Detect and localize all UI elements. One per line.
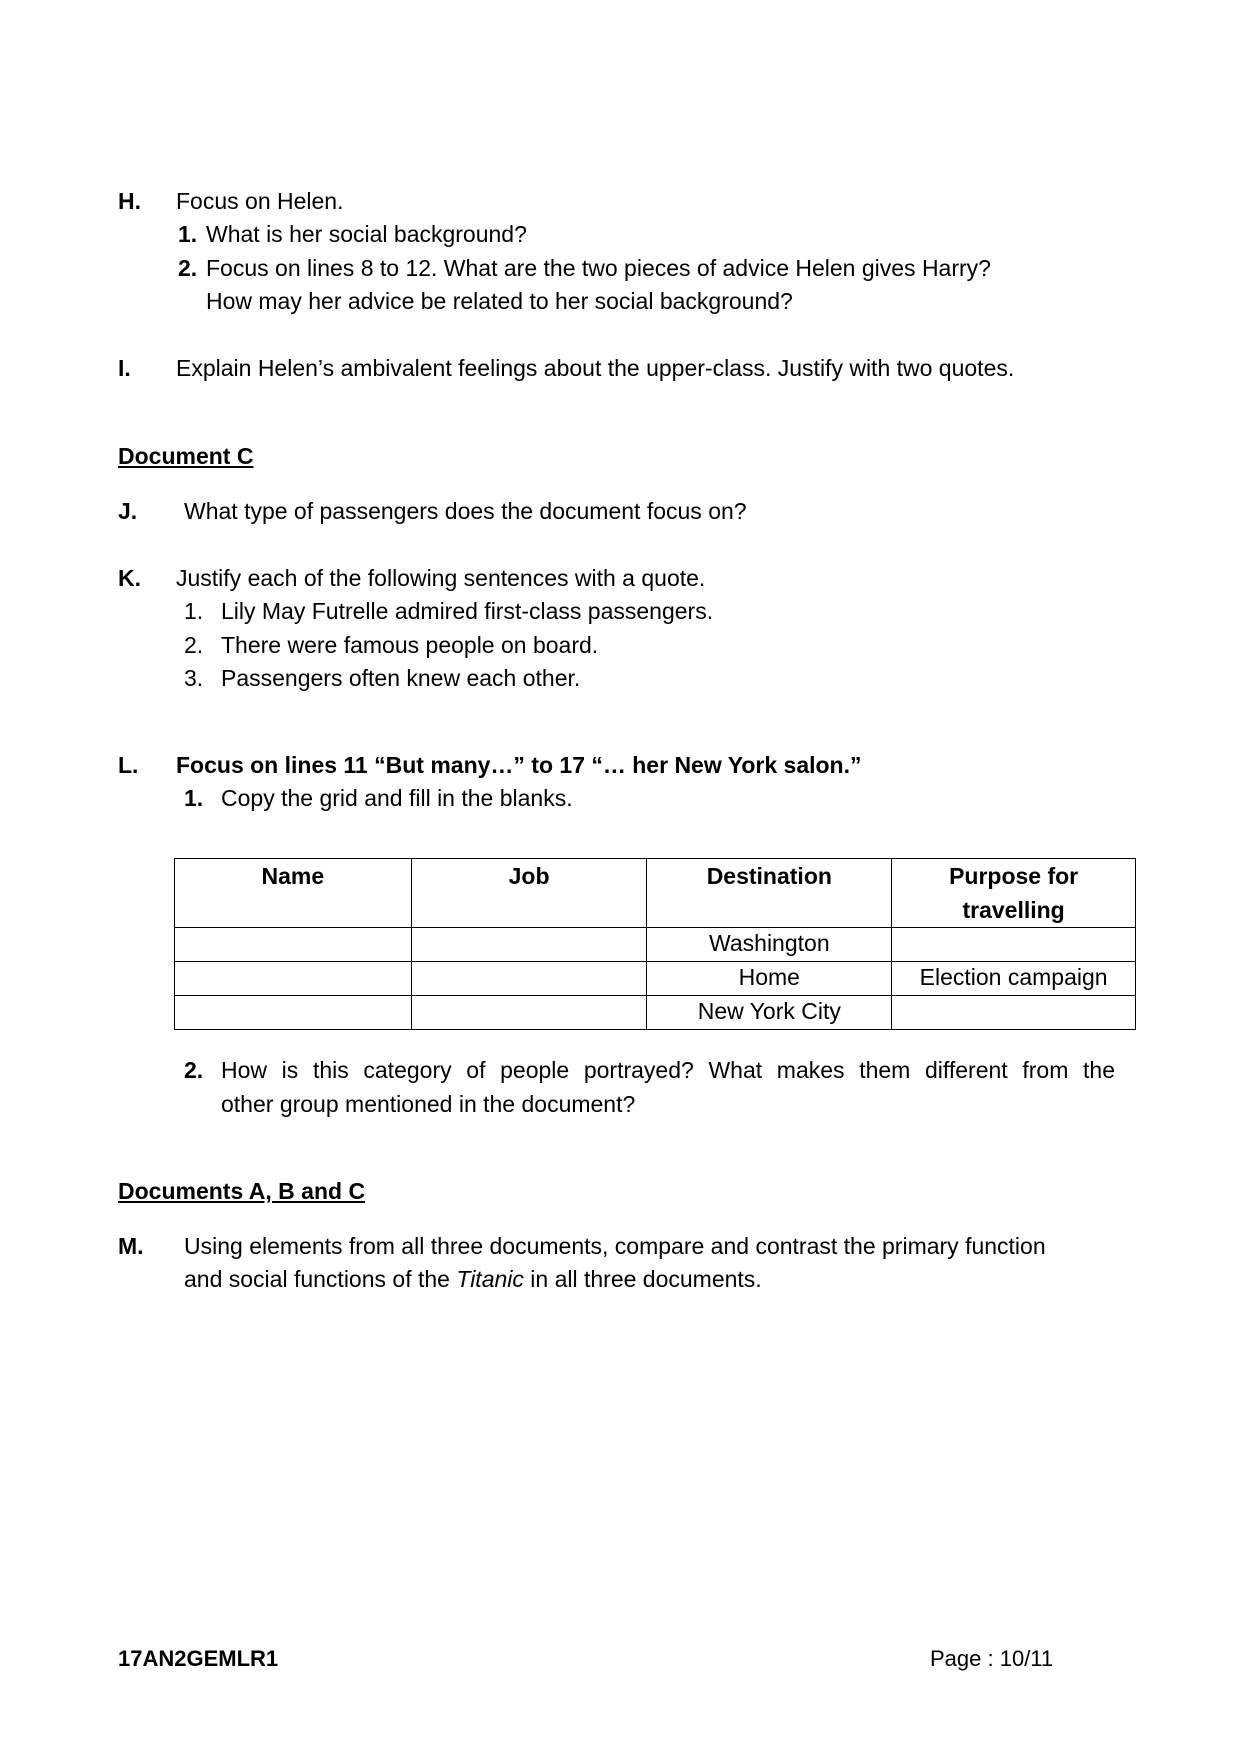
section-i-letter: I.	[118, 355, 131, 381]
section-j-letter: J.	[118, 498, 138, 524]
footer-page-number: Page : 10/11	[930, 1646, 1054, 1671]
section-h-item-2-text-continued: How may her advice be related to her social background?	[206, 288, 793, 314]
grid-cell	[175, 962, 412, 996]
grid-header-row	[175, 859, 1136, 928]
table-row	[175, 996, 1136, 1030]
section-j-text: What type of passengers does the document focus on?	[184, 498, 747, 524]
section-k-item-1-text: Lily May Futrelle admired first-class passengers.	[221, 598, 714, 624]
section-k-item-1-number: 1.	[184, 598, 204, 624]
section-i-text: Explain Helen’s ambivalent feelings about the upper-class. Justify with two quotes.	[176, 355, 1015, 381]
section-k-text: Justify each of the following sentences with a quote.	[176, 565, 706, 591]
section-l-item-2-line-2: other group mentioned in the document?	[221, 1091, 636, 1117]
section-m-line-2-end: in all three documents.	[523, 1266, 762, 1292]
section-h-item-1-number: 1.	[178, 221, 198, 247]
section-l-text: Focus on lines 11 “But many…” to 17 “… her New York salon.”	[176, 752, 862, 778]
grid-cell	[411, 996, 647, 1030]
grid-cell	[411, 928, 647, 962]
section-k-letter: K.	[118, 565, 141, 591]
section-h-item-2-text: Focus on lines 8 to 12. What are the two pieces of advice Helen gives Harry?	[206, 255, 991, 281]
grid-cell	[892, 996, 1136, 1030]
grid-cell: Election campaign	[892, 962, 1136, 996]
grid-header-destination: Destination	[647, 859, 892, 928]
section-m-line-2-start: and social functions of the	[184, 1266, 457, 1292]
section-h-item-2-number: 2.	[178, 255, 198, 281]
footer-document-code: 17AN2GEMLR1	[118, 1646, 279, 1671]
section-l-item-1-text: Copy the grid and fill in the blanks.	[221, 785, 573, 811]
documents-abc-heading: Documents A, B and C	[118, 1178, 366, 1204]
titanic-italic: Titanic	[456, 1266, 524, 1292]
grid-cell: Home	[647, 962, 892, 996]
grid-cell	[175, 996, 412, 1030]
section-l-item-2-number: 2.	[184, 1057, 204, 1083]
section-l-item-1-number: 1.	[184, 785, 204, 811]
document-c-heading: Document C	[118, 443, 254, 469]
section-l-item-2-line-1: How is this category of people portrayed? What makes them different from the	[221, 1057, 1115, 1083]
grid-cell	[175, 928, 412, 962]
grid-header-job: Job	[411, 859, 647, 928]
grid-header-purpose: Purpose for travelling	[892, 859, 1136, 928]
section-k-item-2-number: 2.	[184, 632, 204, 658]
table-row	[175, 962, 1136, 996]
section-h-text: Focus on Helen.	[176, 188, 344, 214]
grid-cell: Washington	[647, 928, 892, 962]
grid-header-name: Name	[175, 859, 412, 928]
grid-cell: New York City	[647, 996, 892, 1030]
section-k-item-3-number: 3.	[184, 665, 204, 691]
section-l-letter: L.	[118, 752, 139, 778]
section-k-item-3-text: Passengers often knew each other.	[221, 665, 581, 691]
section-m-line-1: Using elements from all three documents, compare and contrast the primary function	[184, 1233, 1046, 1259]
grid-cell	[892, 928, 1136, 962]
section-m-line-2	[184, 1268, 762, 1291]
section-k-item-2-text: There were famous people on board.	[221, 632, 599, 658]
grid-cell	[411, 962, 647, 996]
table-row	[175, 928, 1136, 962]
section-h-letter: H.	[118, 188, 141, 214]
fill-in-grid	[174, 858, 1136, 1030]
section-m-letter: M.	[118, 1233, 144, 1259]
section-h-item-1-text: What is her social background?	[206, 221, 527, 247]
